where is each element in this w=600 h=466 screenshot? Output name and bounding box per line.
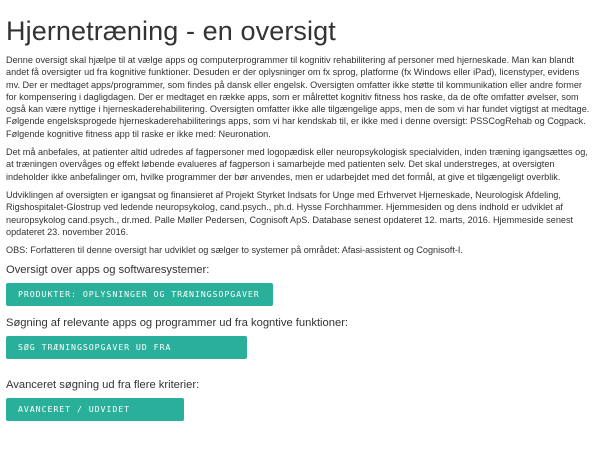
recommendation-paragraph: Det må anbefales, at patienter altid udredes af fagpersoner med logopædisk eller neuropsykologisk specialviden, inden træning igangsættes og, at træningen overvåges og effekt løbende evalueres af fagperson i samarbejde med patienten selv. Det skal understreges, at oversigten indeholder ikke anbefalinger om, hvilke programmer der bør anvendes, men er udarbejdet med det formål, at give et tilgængeligt overblik.: [6, 147, 588, 182]
page-title: Hjernetræning - en oversigt: [6, 16, 336, 46]
page-content: [0, 16, 600, 440]
advanced-search-label: Avanceret søgning ud fra flere kriterier:: [6, 379, 200, 392]
obs-note: OBS: Forfatteren til denne oversigt har udviklet og sælger to systemer på området: Afasi-assistent og Cognisoft-I.: [6, 245, 463, 256]
search-by-function-button[interactable]: SØG TRÆNINGSOPGAVER UD FRA FUNKTIONER: [6, 336, 247, 359]
apps-overview-label: Oversigt over apps og softwaresystemer:: [6, 264, 210, 277]
advanced-search-button[interactable]: AVANCERET / UDVIDET SØGNING: [6, 398, 184, 421]
intro-paragraph: Denne oversigt skal hjælpe til at vælge apps og computerprogrammer til kognitiv rehabilitering af personer med hjerneskade. Man kan blandt andet få oversigter ud fra kognitive funktioner. Desuden er der oplysninger om fx sprog, platforme (fx Windows eller iPad), licenstyper, evidens mv. Der er medtaget apps/programmer, som findes på dansk eller engelsk. Oversigten omfatter ikke støtte til kommunikation eller andre former for kompensering i dagligdagen. Der er medtaget en række apps, som er målrettet kognitiv fitness hos raske, da de ofte omfatter øvelser, som også kan være nyttige i hjerneskaderehabilitering. Oversigten omfatter ikke alle tilgængelige apps, men de som vi har fundet vigtigst at medtage. Følgende engelsksprogede hjerneskaderehabiliterings apps, som vi har kendskab til, er ikke med i denne oversigt: PSSCogRehab og Cogpack. Følgende kognitive fitness app til raske er ikke med: Neuronation.: [6, 55, 590, 139]
products-button[interactable]: PRODUKTER: OPLYSNINGER OG TRÆNINGSOPGAVER: [6, 283, 273, 306]
credits-paragraph: Udviklingen af oversigten er igangsat og finansieret af Projekt Styrket Indsats for Unge med Erhvervet Hjerneskade, Neurologisk Afdeling, Rigshospitalet-Glostrup ved ledende neuropsykolog, cand.psych., ph.d. Hysse Forchhammer. Hjemmesiden og dens indhold er udviklet af neuropsykolog cand.psych., dr.med. Palle Møller Pedersen, Cognisoft ApS. Database senest opdateret 12. marts, 2016. Hjemmeside senest opdateret 23. november 2016.: [6, 189, 574, 237]
function-search-label: Søgning af relevante apps og programmer ud fra kogntive funktioner:: [6, 317, 349, 330]
